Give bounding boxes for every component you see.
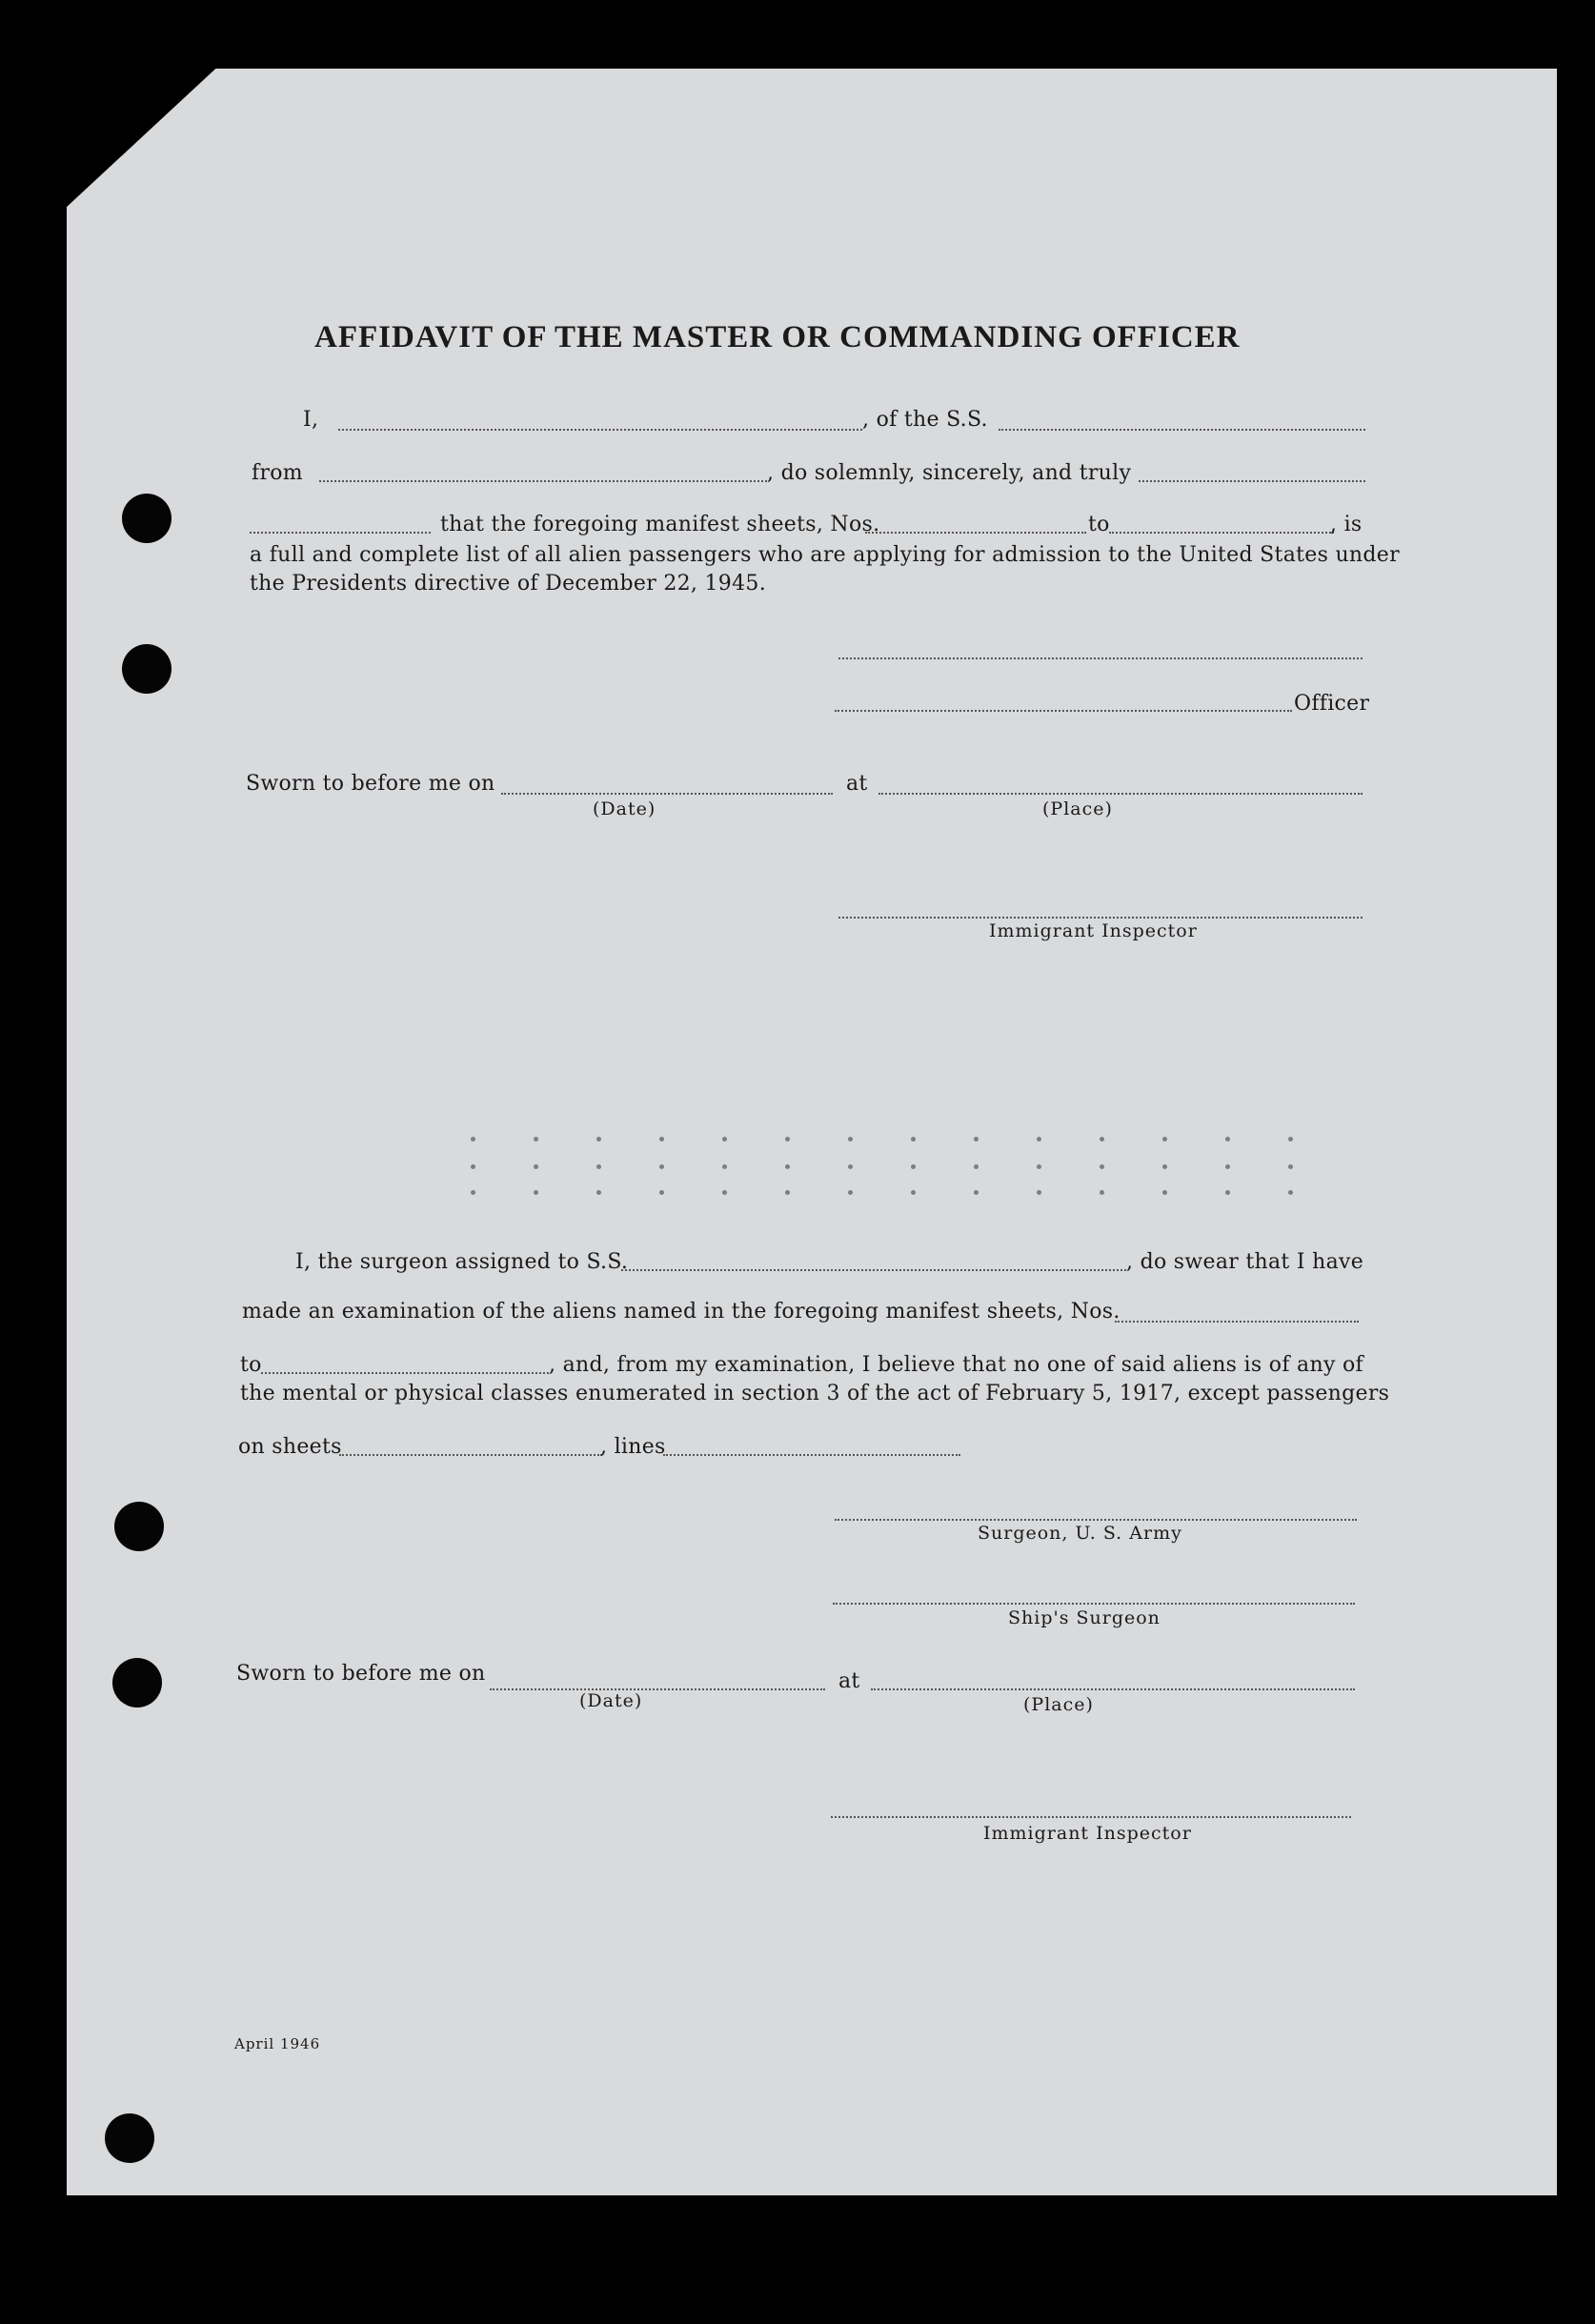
decorative-dot xyxy=(1288,1164,1293,1169)
decorative-dot xyxy=(722,1137,727,1142)
master-sworn-place-field[interactable] xyxy=(878,793,1363,795)
surgeon-sworn-date-field[interactable] xyxy=(490,1688,825,1690)
surgeon-swear-text: , do swear that I have xyxy=(1126,1250,1364,1274)
master-manifest-text: that the foregoing manifest sheets, Nos. xyxy=(440,513,880,536)
page-title: AFFIDAVIT OF THE MASTER OR COMMANDING OFFICER xyxy=(314,320,1241,354)
master-at-label: at xyxy=(846,772,868,796)
surgeon-examination-text: made an examination of the aliens named in the foregoing manifest sheets, Nos. xyxy=(242,1300,1121,1324)
decorative-dot xyxy=(471,1190,475,1195)
decorative-dot xyxy=(1162,1164,1167,1169)
decorative-dot xyxy=(1037,1137,1041,1142)
decorative-dot xyxy=(911,1190,916,1195)
form-date-footer: April 1946 xyxy=(234,2035,321,2052)
surgeon-sworn-place-field[interactable] xyxy=(871,1688,1355,1690)
master-is-label: , is xyxy=(1330,513,1363,536)
master-inspector-signature-line[interactable] xyxy=(838,917,1363,919)
surgeon-to-label: to xyxy=(240,1353,262,1377)
surgeon-inspector-label: Immigrant Inspector xyxy=(983,1823,1192,1844)
surgeon-ship-field[interactable] xyxy=(621,1269,1126,1271)
decorative-dot xyxy=(848,1137,853,1142)
master-ship-field[interactable] xyxy=(999,429,1365,431)
decorative-dot xyxy=(1225,1190,1230,1195)
surgeon-at-label: at xyxy=(838,1669,860,1693)
master-from-label: from xyxy=(252,461,303,485)
decorative-dot xyxy=(534,1190,538,1195)
decorative-dot xyxy=(659,1137,664,1142)
surgeon-date-caption: (Date) xyxy=(579,1690,643,1711)
ships-surgeon-label: Ship's Surgeon xyxy=(1008,1607,1161,1628)
decorative-dot xyxy=(974,1190,979,1195)
decorative-dot xyxy=(1037,1164,1041,1169)
decorative-dot xyxy=(722,1190,727,1195)
master-place-caption: (Place) xyxy=(1042,798,1113,819)
master-nos-to-field[interactable] xyxy=(1109,532,1334,534)
decorative-dot xyxy=(785,1137,790,1142)
surgeon-belief-text: , and, from my examination, I believe that no one of said aliens is of any of xyxy=(549,1353,1363,1377)
master-name-field[interactable] xyxy=(338,429,862,431)
decorative-dot xyxy=(534,1137,538,1142)
binder-hole xyxy=(105,2113,154,2163)
surgeon-place-caption: (Place) xyxy=(1023,1694,1094,1715)
binder-hole xyxy=(114,1502,164,1551)
officer-label: Officer xyxy=(1294,692,1370,716)
form-page xyxy=(67,69,1557,2195)
binder-hole xyxy=(122,494,172,543)
master-solemnly-text: , do solemnly, sincerely, and truly xyxy=(767,461,1132,485)
master-inspector-label: Immigrant Inspector xyxy=(989,920,1198,941)
army-surgeon-signature-line[interactable] xyxy=(835,1519,1357,1521)
master-sworn-label: Sworn to before me on xyxy=(246,772,495,796)
master-statement-line: the Presidents directive of December 22, 1945. xyxy=(250,572,766,596)
decorative-dot xyxy=(1100,1190,1104,1195)
decorative-dot xyxy=(534,1164,538,1169)
surgeon-lines-label: , lines xyxy=(600,1435,666,1459)
decorative-dot xyxy=(1288,1190,1293,1195)
master-i-label: I, xyxy=(303,408,319,432)
decorative-dot xyxy=(911,1137,916,1142)
decorative-dot xyxy=(722,1164,727,1169)
surgeon-nos-to-field[interactable] xyxy=(261,1372,549,1374)
army-surgeon-label: Surgeon, U. S. Army xyxy=(978,1523,1182,1544)
decorative-dot xyxy=(471,1164,475,1169)
decorative-dot xyxy=(785,1190,790,1195)
decorative-dot xyxy=(471,1137,475,1142)
decorative-dot xyxy=(1225,1137,1230,1142)
surgeon-sheets-field[interactable] xyxy=(339,1454,602,1456)
decorative-dot xyxy=(1037,1190,1041,1195)
master-truly-field[interactable] xyxy=(1139,480,1365,482)
master-date-caption: (Date) xyxy=(593,798,656,819)
master-nos-from-field[interactable] xyxy=(865,532,1086,534)
decorative-dot xyxy=(974,1164,979,1169)
binder-hole xyxy=(112,1658,162,1708)
decorative-dot xyxy=(659,1164,664,1169)
decorative-dot xyxy=(1162,1137,1167,1142)
decorative-dot xyxy=(1162,1190,1167,1195)
master-statement-line: a full and complete list of all alien passengers who are applying for admission to the United States under xyxy=(250,543,1400,567)
officer-signature-line[interactable] xyxy=(838,657,1363,659)
master-declaration-field[interactable] xyxy=(250,532,431,534)
master-ship-label: , of the S.S. xyxy=(862,408,988,432)
decorative-dot xyxy=(1225,1164,1230,1169)
decorative-dot xyxy=(785,1164,790,1169)
decorative-dot xyxy=(848,1190,853,1195)
surgeon-nos-field[interactable] xyxy=(1115,1321,1359,1323)
decorative-dot xyxy=(596,1190,601,1195)
decorative-dot xyxy=(911,1164,916,1169)
master-to-label: to xyxy=(1088,513,1110,536)
binder-hole xyxy=(122,644,172,694)
surgeon-inspector-signature-line[interactable] xyxy=(831,1816,1351,1818)
officer-title-line[interactable] xyxy=(835,710,1292,712)
decorative-dot xyxy=(596,1137,601,1142)
decorative-dot xyxy=(659,1190,664,1195)
surgeon-sworn-label: Sworn to before me on xyxy=(236,1662,486,1686)
surgeon-lines-field[interactable] xyxy=(663,1454,960,1456)
decorative-dot xyxy=(1288,1137,1293,1142)
decorative-dot xyxy=(1100,1164,1104,1169)
master-from-field[interactable] xyxy=(319,480,767,482)
surgeon-assigned-text: I, the surgeon assigned to S.S. xyxy=(295,1250,629,1274)
surgeon-sheets-label: on sheets xyxy=(238,1435,342,1459)
decorative-dot xyxy=(1100,1137,1104,1142)
ships-surgeon-signature-line[interactable] xyxy=(833,1603,1355,1605)
decorative-dot xyxy=(596,1164,601,1169)
decorative-dot xyxy=(974,1137,979,1142)
master-sworn-date-field[interactable] xyxy=(501,793,833,795)
surgeon-classes-text: the mental or physical classes enumerated in section 3 of the act of February 5, 1917, except passengers xyxy=(240,1382,1390,1405)
decorative-dot xyxy=(848,1164,853,1169)
